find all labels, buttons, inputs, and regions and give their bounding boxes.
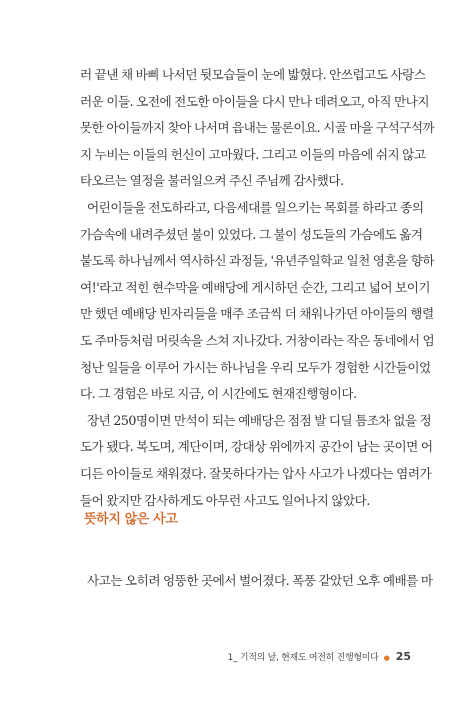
- section-heading: 뜻하지 않은 사고: [84, 512, 178, 527]
- section-body: [80, 568, 433, 595]
- paragraph-continued: [80, 62, 435, 195]
- text-line: 다. 그 경험은 바로 지금, 이 시간에도 현재진행형이다.: [80, 386, 357, 402]
- paragraph-3: [80, 408, 433, 514]
- text-line: 러 끝낸 채 바삐 나서던 뒷모습들이 눈에 밟혔다. 안쓰럽고도 사랑스: [80, 67, 426, 82]
- text-line: 타오르는 열정을 불러일으켜 주신 주님께 감사했다.: [80, 173, 344, 189]
- text-line: 사고는 오히려 엉뚱한 곳에서 벌어졌다. 폭풍 같았던 오후 예배를 마: [87, 573, 433, 588]
- page-number: 25: [395, 650, 411, 663]
- text-line: 지 누비는 이들의 헌신이 고마웠다. 그리고 이들의 마음에 쉬지 않고: [80, 146, 426, 162]
- text-line: 도가 됐다. 복도며, 계단이며, 강대상 위에까지 공간이 남는 곳이면 어: [80, 439, 433, 455]
- running-title: 1_ 기적의 날, 현재도 여전히 진행형이다: [227, 653, 379, 663]
- text-line: 장년 250명이면 만석이 되는 예배당은 점점 발 디딜 틈조차 없을 정: [87, 412, 432, 428]
- text-line: 디든 아이들로 채워졌다. 잘못하다가는 압사 사고가 나겠다는 염려가: [80, 465, 432, 481]
- text-line: 청난 일들을 이루어 가시는 하나님을 우리 모두가 경험한 시간들이었: [80, 359, 431, 375]
- bullet-icon: ●: [383, 654, 390, 662]
- text-line: 여!'라고 적힌 현수막을 예배당에 게시하던 순간, 그리고 넓어 보이기: [80, 279, 431, 295]
- page-footer: [228, 650, 411, 663]
- text-line: 붙도록 하나님께서 역사하신 과정들, '유년주일학교 일천 영혼을 향하: [80, 253, 435, 269]
- text-line: 가슴속에 내려주셨던 불이 있었다. 그 불이 성도들의 가슴에도 옮겨: [80, 226, 423, 242]
- body-text-block: [80, 62, 435, 514]
- text-line: 러운 이들. 오전에 전도한 아이들을 다시 만나 데려오고, 아직 만나지: [80, 93, 430, 109]
- text-line: 들어 왔지만 감사하게도 아무런 사고도 일어나지 않았다.: [80, 492, 370, 508]
- text-line: 도 주마등처럼 머릿속을 스쳐 지나갔다. 거창이라는 작은 동네에서 엄: [80, 332, 435, 348]
- text-line: 어린이들을 전도하라고, 다음세대를 일으키는 목회를 하라고 종의: [87, 199, 424, 215]
- paragraph-2: [80, 195, 435, 408]
- text-line: 못한 아이들까지 찾아 나서며 읍내는 물론이요. 시골 마을 구석구석까: [80, 120, 435, 136]
- text-line: 만 했던 예배당 빈자리들을 매주 조금씩 더 채워나가던 아이들의 행렬: [80, 306, 434, 322]
